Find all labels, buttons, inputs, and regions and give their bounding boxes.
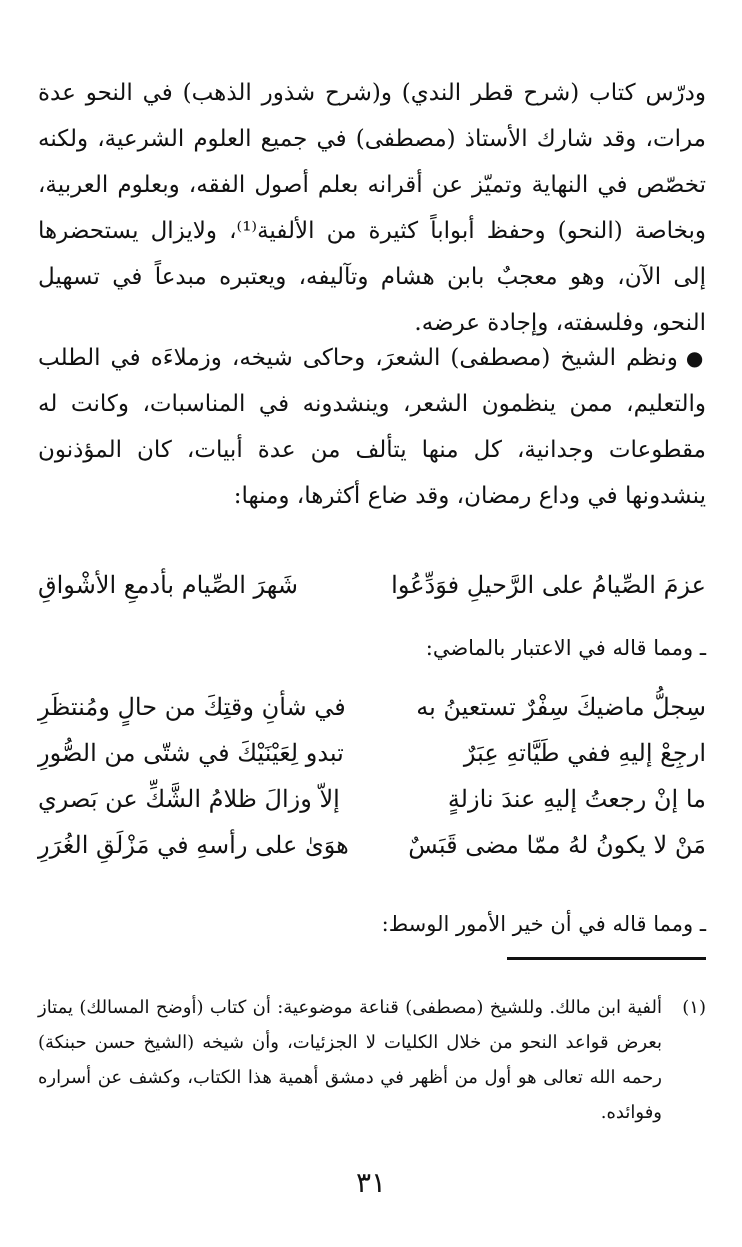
- section-heading-middle-way: ـ ومما قاله في أن خير الأمور الوسط:: [381, 912, 706, 936]
- footnote-separator: [507, 957, 706, 960]
- verse-second-hemistich: شَهرَ الصِّيام بأدمعِ الأشْواقِ: [38, 571, 298, 599]
- verse-ramadan: [38, 562, 706, 608]
- verse-first-hemistich: مَنْ لا يكونُ لهُ ممّا مضى قَبَسٌ: [408, 831, 706, 859]
- footnote: [38, 990, 706, 1130]
- paragraph-2-text: ونظم الشيخ (مصطفى) الشعرَ، وحاكى شيخه، وزملاءَه في الطلب والتعليم، ممن ينظمون الشعر، وينشدونه في المناسبات، وكانت له مقطوعات وجدانية، كل منها يتألف من عدة أبيات، كان المؤذنون ينشدونها في وداع رمضان، وقد ضاع أكثرها، ومنها:: [38, 345, 706, 509]
- verse-first-hemistich: ما إنْ رجعتُ إليهِ عندَ نازلةٍ: [447, 785, 706, 813]
- section-heading-past: ـ ومما قاله في الاعتبار بالماضي:: [425, 636, 706, 660]
- verse-first-hemistich: سِجلُّ ماضيكَ سِفْرٌ تستعينُ به: [416, 693, 706, 721]
- footnote-text: ألفية ابن مالك. وللشيخ (مصطفى) قناعة موضوعية: أن كتاب (أوضح المسالك) يمتاز بعرض قواعد النحو من خلال الكليات لا الجزئيات، وأن شيخه (الشيخ حسن حبنكة) رحمه الله تعالى هو أول من أظهر في دمشق أهمية هذا الكتاب، وكشف عن أسراره وفوائده.: [38, 997, 662, 1123]
- bullet-icon: ●: [685, 346, 707, 370]
- verse-first-hemistich: عزمَ الصِّيامُ على الرَّحيلِ فوَدِّعُوا: [391, 571, 706, 599]
- verse-row: [38, 776, 706, 822]
- verse-second-hemistich: تبدو لِعَيْنَيْكَ في شتّى من الصُّورِ: [38, 739, 344, 767]
- verse-first-hemistich: ارجِعْ إليهِ ففي طَيَّاتهِ عِبَرٌ: [463, 739, 706, 767]
- verse-second-hemistich: في شأنِ وقتِكَ من حالٍ ومُنتظَرِ: [38, 693, 346, 721]
- verse-row: [38, 822, 706, 868]
- verse-row: [38, 730, 706, 776]
- paragraph-2: [38, 335, 706, 519]
- poem-past: [38, 684, 706, 868]
- footnote-number: (١): [682, 997, 706, 1018]
- verse-second-hemistich: إلاّ وزالَ ظلامُ الشَّكِّ عن بَصري: [38, 785, 340, 813]
- paragraph-1: ودرّس كتاب (شرح قطر الندي) و(شرح شذور الذهب) في النحو عدة مرات، وقد شارك الأستاذ (مصطفى) في جميع العلوم الشرعية، ولكنه تخصّص في النهاية وتميّز عن أقرانه بعلم أصول الفقه، وبعلوم العربية، وبخاصة (النحو) وحفظ أبواباً كثيرة من الألفية⁽¹⁾، ولايزال يستحضرها إلى الآن، وهو معجبٌ بابن هشام وتآليفه، ويعتبره مبدعاً في تسهيل النحو، وفلسفته، وإجادة عرضه.: [38, 80, 707, 336]
- verse-second-hemistich: هوَىٰ على رأسهِ في مَزْلَقِ الغُرَرِ: [38, 831, 349, 859]
- page-number: ٣١: [355, 1166, 387, 1199]
- verse-row: [38, 684, 706, 730]
